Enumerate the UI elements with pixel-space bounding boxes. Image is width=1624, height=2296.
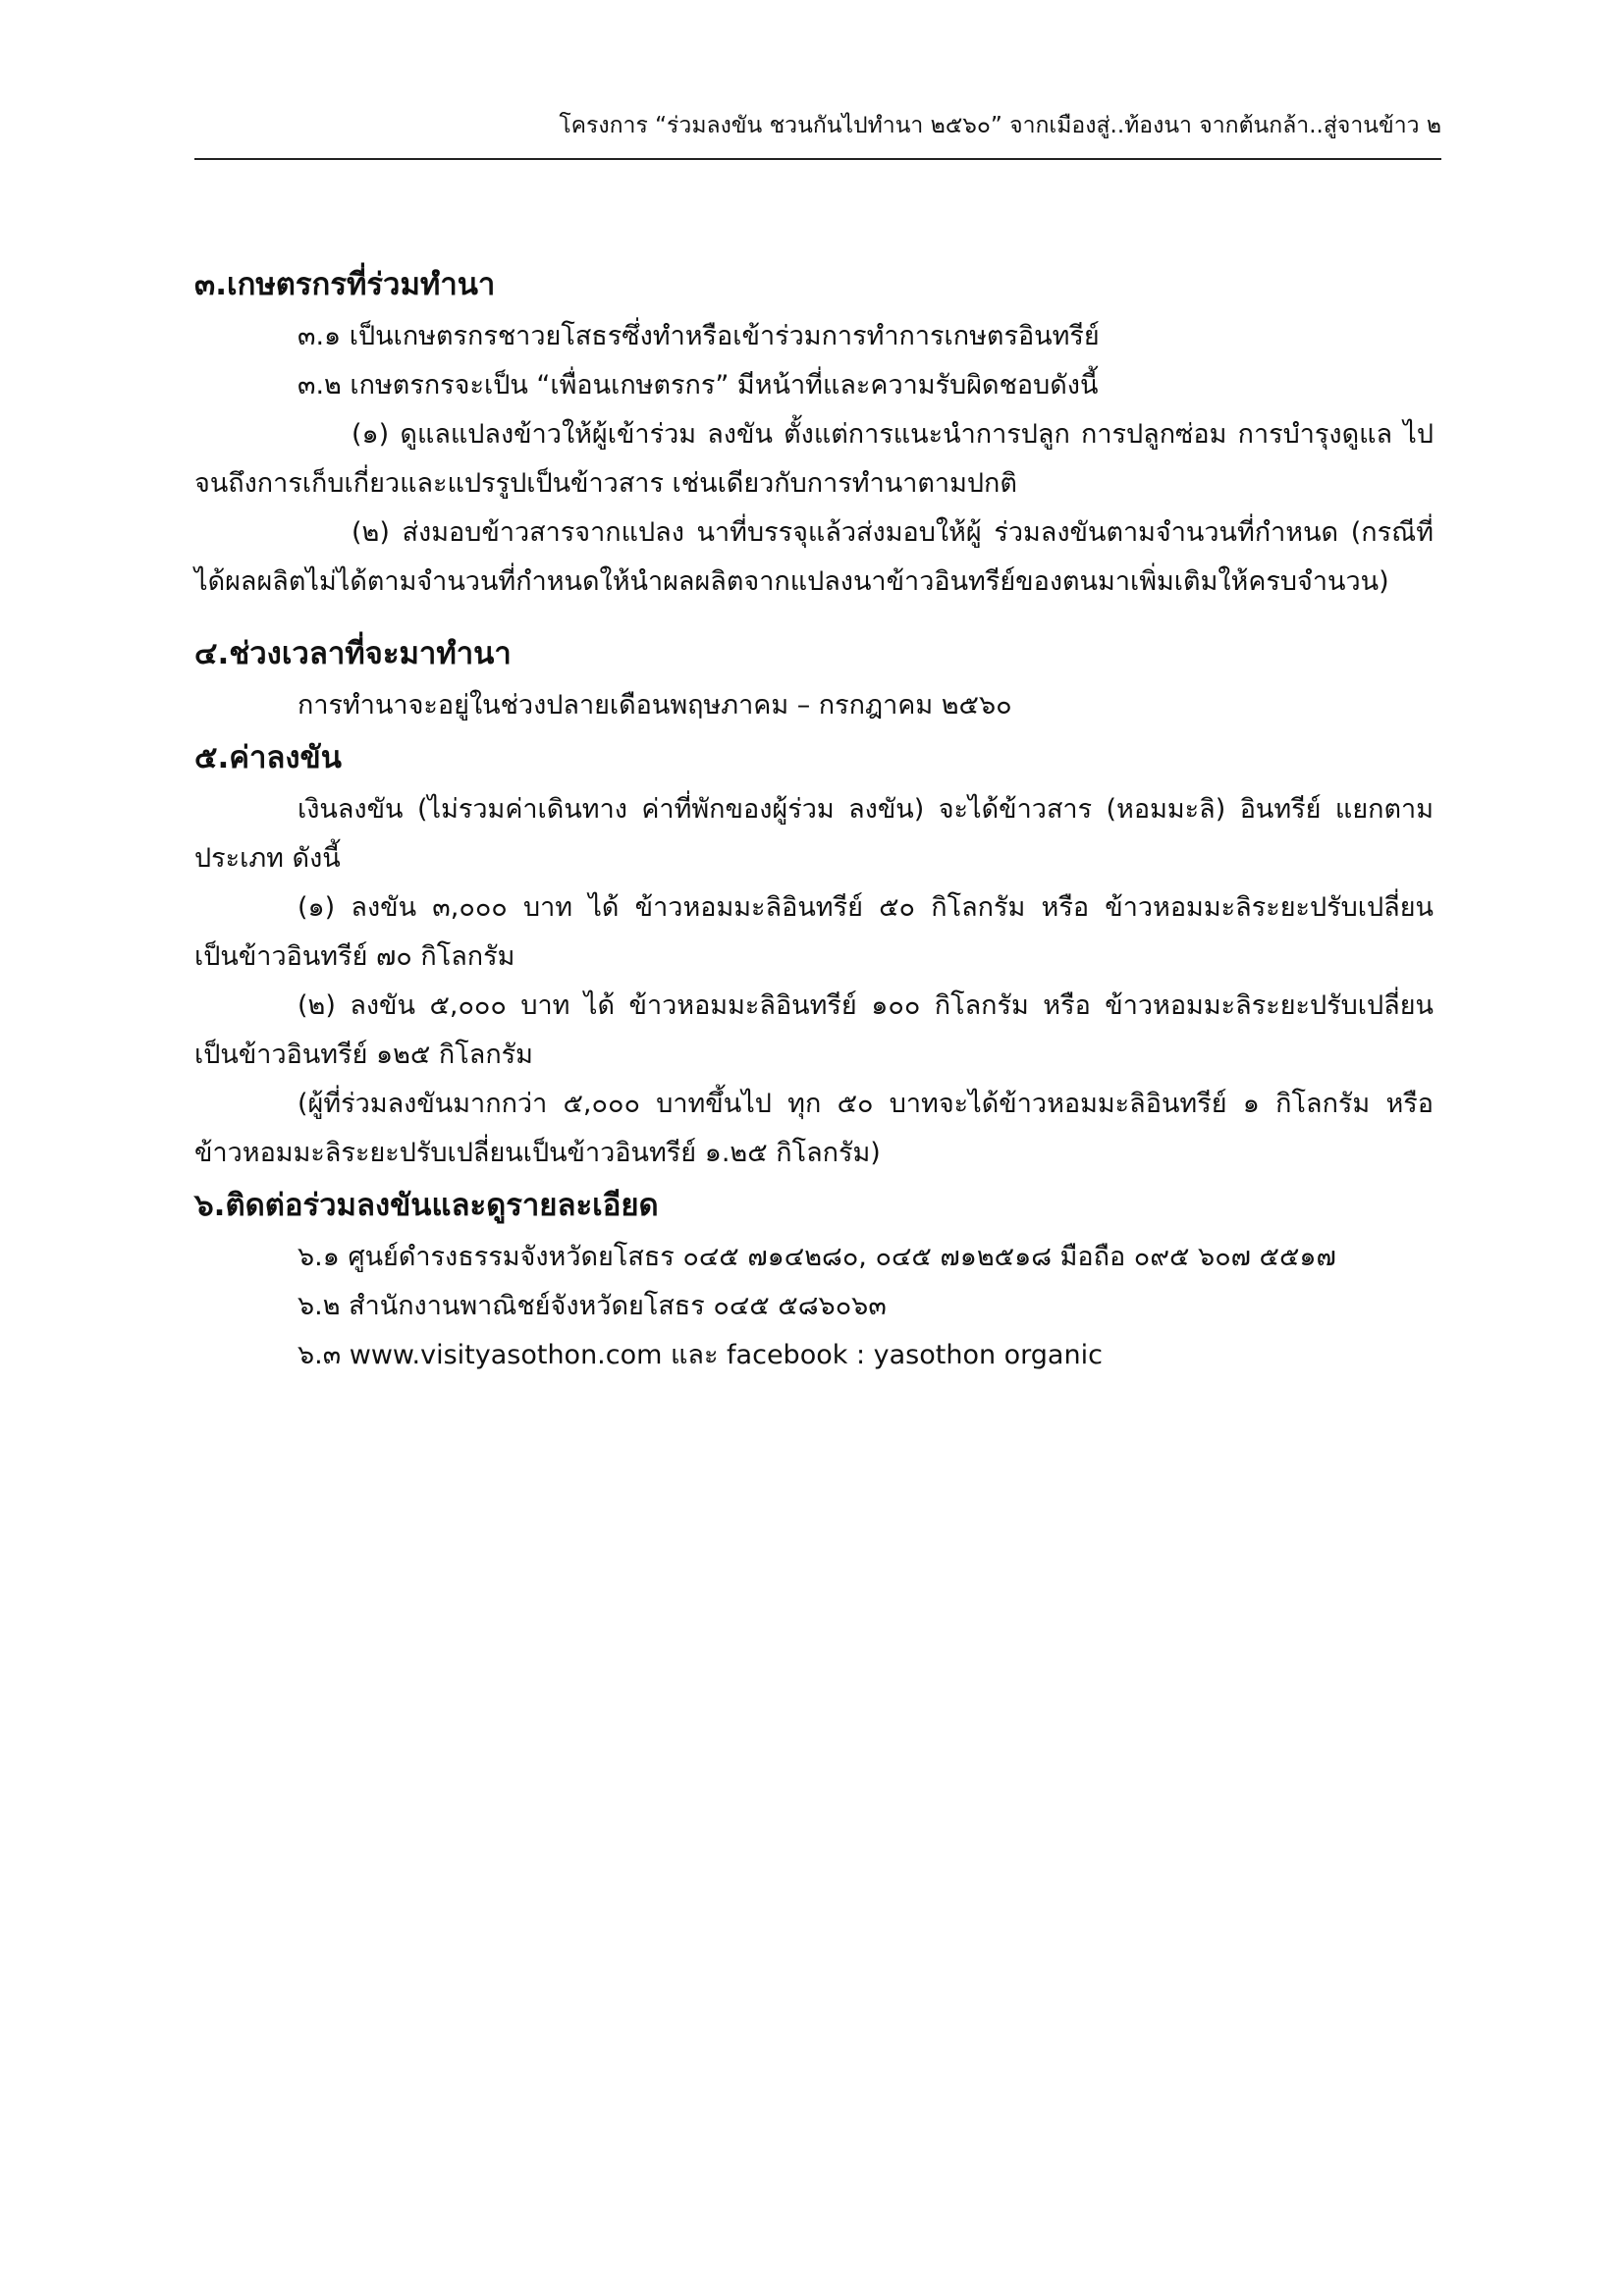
- section-5-title: ๕.ค่าลงขัน: [194, 740, 342, 775]
- section-3-item-1: ๓.๑ เป็นเกษตรกรชาวยโสธรซึ่งทำหรือเข้าร่วมการทำการเกษตรอินทรีย์: [298, 321, 1100, 351]
- document-body: [194, 257, 1434, 1380]
- section-5-intro-line-2: ประเภท ดังนี้: [194, 843, 341, 874]
- section-5-option-2-line-1: (๒) ลงขัน ๕,๐๐๐ บาท ได้ ข้าวหอมมะลิอินทรีย์ ๑๐๐ กิโลกรัม หรือ ข้าวหอมมะลิระยะปรับเปลี่ยน: [298, 990, 1434, 1021]
- section-5-note-line-1: (ผู้ที่ร่วมลงขันมากกว่า ๕,๐๐๐ บาทขึ้นไป ทุก ๕๐ บาทจะได้ข้าวหอมมะลิอินทรีย์ ๑ กิโลกรัม หรือ: [298, 1089, 1434, 1119]
- section-5-intro-line-1: เงินลงขัน (ไม่รวมค่าเดินทาง ค่าที่พักของผู้ร่วม ลงขัน) จะได้ข้าวสาร (หอมมะลิ) อินทรีย์ แยกตาม: [298, 794, 1434, 825]
- section-4-title: ๔.ช่วงเวลาที่จะมาทำนา: [194, 636, 512, 671]
- section-5-option-1-line-2: เป็นข้าวอินทรีย์ ๗๐ กิโลกรัม: [194, 941, 515, 972]
- section-6-item-3: ๖.๓ www.visityasothon.com และ facebook : yasothon organic: [298, 1340, 1103, 1370]
- page-header: โครงการ “ร่วมลงขัน ชวนกันไปทำนา ๒๕๖๐” จากเมืองสู่..ท้องนา จากต้นกล้า..สู่จานข้าว ๒: [559, 113, 1441, 138]
- section-5-option-1-line-1: (๑) ลงขัน ๓,๐๐๐ บาท ได้ ข้าวหอมมะลิอินทรีย์ ๕๐ กิโลกรัม หรือ ข้าวหอมมะลิระยะปรับเปลี่ยน: [298, 892, 1434, 923]
- section-5-note-line-2: ข้าวหอมมะลิระยะปรับเปลี่ยนเป็นข้าวอินทรีย์ ๑.๒๕ กิโลกรัม): [194, 1138, 881, 1168]
- section-5-option-2-line-2: เป็นข้าวอินทรีย์ ๑๒๕ กิโลกรัม: [194, 1040, 533, 1070]
- section-3-duty-1-line-1: (๑) ดูแลแปลงข้าวให้ผู้เข้าร่วม ลงขัน ตั้งแต่การแนะนำการปลูก การปลูกซ่อม การบำรุงดูแล ไป: [352, 419, 1434, 450]
- section-3-duty-2-line-1: (๒) ส่งมอบข้าวสารจากแปลง นาที่บรรจุแล้วส่งมอบให้ผู้ ร่วมลงขันตามจำนวนที่กำหนด (กรณีที่: [352, 517, 1434, 548]
- section-4-text: การทำนาจะอยู่ในช่วงปลายเดือนพฤษภาคม – กรกฎาคม ๒๕๖๐: [298, 690, 1012, 721]
- section-3-duty-1-line-2: จนถึงการเก็บเกี่ยวและแปรรูปเป็นข้าวสาร เช่นเดียวกับการทำนาตามปกติ: [194, 468, 1017, 499]
- header-divider: [194, 158, 1441, 160]
- section-3-title: ๓.เกษตรกรที่ร่วมทำนา: [194, 267, 496, 302]
- section-3-duty-2-line-2: ได้ผลผลิตไม่ได้ตามจำนวนที่กำหนดให้นำผลผลิตจากแปลงนาข้าวอินทรีย์ของตนมาเพิ่มเติมให้ครบจำนวน): [194, 566, 1389, 597]
- section-6-item-1: ๖.๑ ศูนย์ดำรงธรรมจังหวัดยโสธร ๐๔๕ ๗๑๔๒๘๐, ๐๔๕ ๗๑๒๕๑๘ มือถือ ๐๙๕ ๖๐๗ ๕๕๑๗: [298, 1242, 1336, 1272]
- section-6-title: ๖.ติดต่อร่วมลงขันและดูรายละเอียด: [194, 1188, 659, 1223]
- section-3-item-2: ๓.๒ เกษตรกรจะเป็น “เพื่อนเกษตรกร” มีหน้าที่และความรับผิดชอบดังนี้: [298, 370, 1099, 400]
- section-6-item-2: ๖.๒ สำนักงานพาณิชย์จังหวัดยโสธร ๐๔๕ ๕๘๖๐๖๓: [298, 1291, 887, 1321]
